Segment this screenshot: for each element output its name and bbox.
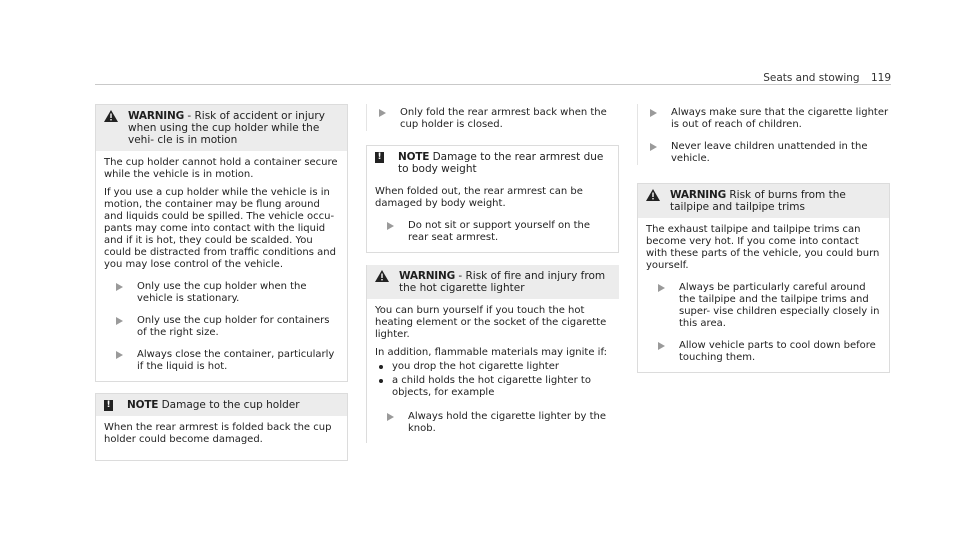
bullet-dot-icon <box>379 379 383 383</box>
page-number: 119 <box>870 72 891 84</box>
step-arrow-icon <box>387 413 394 421</box>
warning-header <box>367 265 619 299</box>
warning-box-cup-holder <box>95 104 348 382</box>
warning-box-lighter <box>366 265 619 443</box>
step-item: Do not sit or support yourself on the rear seat armrest. <box>375 220 610 244</box>
step-arrow-icon <box>658 342 665 350</box>
paragraph: When the rear armrest is folded back the cup holder could become damaged. <box>104 422 332 445</box>
column-2 <box>366 104 619 443</box>
note-title: NOTE Damage to the cup holder <box>127 399 300 411</box>
column-3 <box>637 104 890 373</box>
paragraph: When folded out, the rear armrest can be damaged by body weight. <box>375 186 583 209</box>
step-item: Allow vehicle parts to cool down before touching them. <box>646 340 881 364</box>
warning-triangle-icon <box>646 189 660 201</box>
warning-body <box>96 151 347 381</box>
note-header <box>96 394 347 416</box>
bullet-item: a child holds the hot cigarette lighter to objects, for example <box>375 375 611 399</box>
step-item: Always be particularly careful around the tailpipe and the tailpipe trims and super- vise children especially closely in this area. <box>646 282 881 330</box>
step-item: Never leave children unattended in the vehicle. <box>638 141 890 165</box>
paragraph: The exhaust tailpipe and tailpipe trims can become very hot. If you come into contact with these parts of the vehicle, you could burn yourself. <box>646 224 880 271</box>
note-exclamation-icon: ! <box>375 152 384 163</box>
paragraph: The cup holder cannot hold a container secure while the vehicle is in motion. <box>104 157 338 180</box>
step-arrow-icon <box>116 317 123 325</box>
warning-triangle-icon <box>104 110 118 122</box>
step-item: Always make sure that the cigarette lighter is out of reach of children. <box>638 107 890 131</box>
step-list <box>366 104 619 131</box>
paragraph: In addition, flammable materials may ignite if: <box>375 347 607 358</box>
step-arrow-icon <box>650 109 657 117</box>
note-exclamation-icon: ! <box>104 400 113 411</box>
note-box-armrest <box>366 145 619 253</box>
step-arrow-icon <box>658 284 665 292</box>
step-arrow-icon <box>650 143 657 151</box>
note-title: NOTE Damage to the rear armrest due to body weight <box>398 151 604 175</box>
step-arrow-icon <box>387 222 394 230</box>
warning-title: WARNING - Risk of accident or injury when using the cup holder while the vehi- cle is in motion <box>128 110 325 146</box>
step-arrow-icon <box>379 109 386 117</box>
note-box-cup-holder <box>95 393 348 461</box>
warning-body <box>638 218 889 372</box>
note-body <box>96 416 347 460</box>
step-arrow-icon <box>116 283 123 291</box>
warning-header <box>96 105 347 151</box>
note-header <box>367 146 618 180</box>
column-1 <box>95 104 348 461</box>
paragraph: You can burn yourself if you touch the hot heating element or the socket of the cigarette lighter. <box>375 305 607 340</box>
warning-title: WARNING Risk of burns from the tailpipe and tailpipe trims <box>670 189 846 213</box>
step-item: Always close the container, particularly if the liquid is hot. <box>104 349 339 373</box>
warning-triangle-icon <box>375 270 389 282</box>
step-item: Only use the cup holder for containers of the right size. <box>104 315 339 339</box>
step-item: Only fold the rear armrest back when the cup holder is closed. <box>367 107 619 131</box>
warning-title: WARNING - Risk of fire and injury from the hot cigarette lighter <box>399 270 606 294</box>
step-item: Always hold the cigarette lighter by the knob. <box>375 411 611 435</box>
bullet-item: you drop the hot cigarette lighter <box>375 361 611 373</box>
step-item: Only use the cup holder when the vehicle is stationary. <box>104 281 339 305</box>
paragraph: If you use a cup holder while the vehicle is in motion, the container may be flung around and liquids could be spilled. The vehicle occu- pants may come into contact with the liquid and if it is hot, they could be scalded. You could be distracted from traffic conditions and you may lose control of the vehicle. <box>104 187 336 270</box>
warning-body <box>367 299 619 443</box>
bullet-dot-icon <box>379 365 383 369</box>
section-title: Seats and stowing <box>763 72 860 84</box>
note-body <box>367 180 618 252</box>
warning-box-tailpipe <box>637 183 890 373</box>
header-rule <box>95 84 891 85</box>
step-list <box>637 104 890 165</box>
step-arrow-icon <box>116 351 123 359</box>
running-header <box>763 72 891 84</box>
warning-header <box>638 184 889 218</box>
